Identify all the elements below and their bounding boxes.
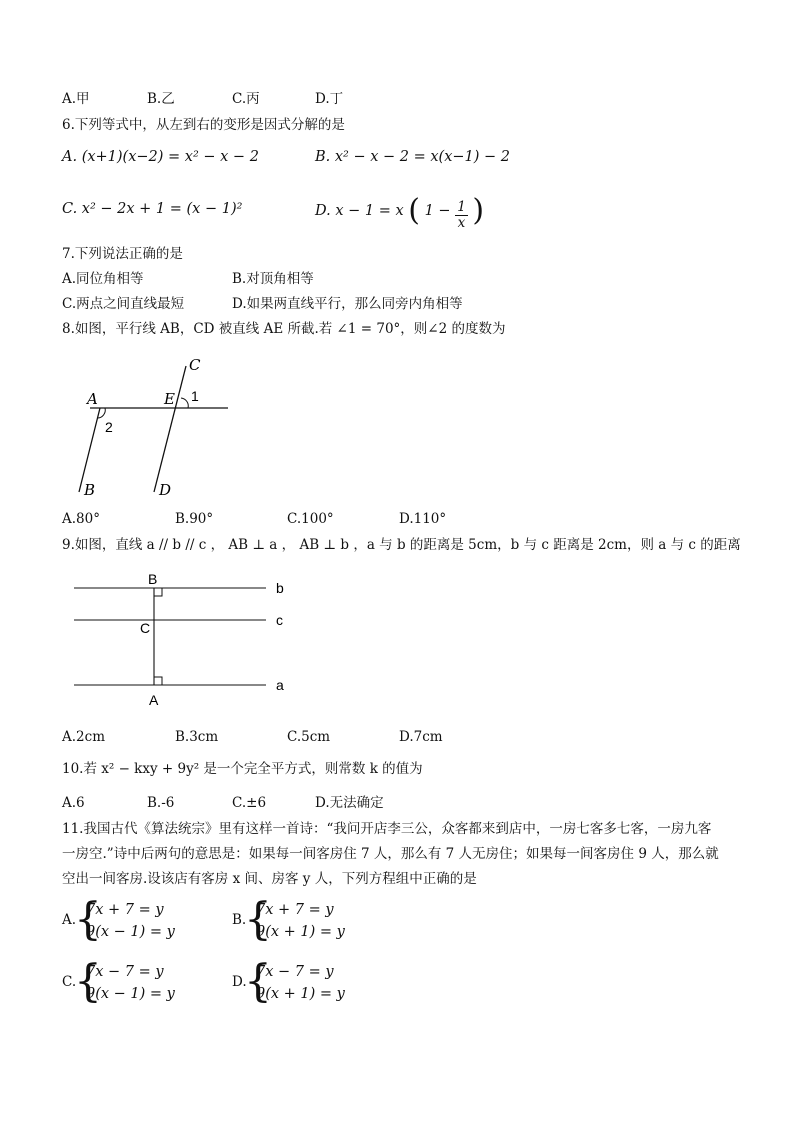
q7-option-a: A.同位角相等 — [62, 271, 144, 287]
q10-stem: 10.若 x² − kxy + 9y² 是一个完全平方式，则常数 k 的值为 — [62, 761, 423, 777]
q6-d-numerator: 1 — [457, 199, 466, 215]
q11-c-brace: { — [74, 956, 102, 1007]
q10-option-a: A.6 — [62, 795, 85, 811]
q8-angle-1-arc — [181, 398, 188, 408]
q11-b-brace: { — [244, 894, 272, 945]
q11-d-brace: { — [244, 956, 272, 1007]
q11-b-label: B. — [232, 912, 247, 928]
q11-option-b — [232, 894, 392, 946]
q6-option-b: B. x² − x − 2 = x(x−1) − 2 — [315, 149, 511, 165]
q11-a-equation-2: 9(x − 1) = y — [86, 924, 175, 940]
q8-line-ab — [79, 408, 100, 492]
q8-option-a: A.80° — [62, 511, 100, 527]
q11-c-label: C. — [62, 974, 77, 990]
q9-label-line-c: c — [276, 612, 283, 628]
q8-label-angle-1: 1 — [191, 388, 199, 404]
q8-label-angle-2: 2 — [105, 419, 113, 435]
q6-d-one: 1 − — [424, 203, 451, 219]
q11-d-equation-1: 7x − 7 = y — [256, 964, 334, 980]
q5-option-c: C.丙 — [232, 91, 260, 107]
q6-d-paren-close: ) — [472, 193, 485, 228]
q6-d-denominator: x — [457, 215, 466, 231]
q8-figure — [70, 352, 240, 500]
q9-option-d: D.7cm — [399, 729, 443, 745]
q8-label-e: E — [164, 390, 175, 408]
q5-option-d: D.丁 — [315, 91, 344, 107]
q10-option-c: C.±6 — [232, 795, 267, 811]
q8-option-b: B.90° — [175, 511, 214, 527]
q8-label-b: B — [84, 481, 96, 499]
q11-line-2: 一房空.”诗中后两句的意思是：如果每一间客房住 7 人，那么有 7 人无房住；如果每一间客房住 9 人，那么就 — [62, 846, 719, 862]
q8-label-d: D — [159, 481, 172, 499]
q11-a-equation-1: 7x + 7 = y — [86, 902, 164, 918]
q7-stem: 7.下列说法正确的是 — [62, 246, 183, 262]
q5-option-b: B.乙 — [147, 91, 175, 107]
q9-label-a-point: A — [149, 692, 159, 708]
q7-option-d: D.如果两直线平行，那么同旁内角相等 — [232, 296, 463, 312]
q9-option-b: B.3cm — [175, 729, 219, 745]
q11-option-a — [62, 894, 222, 946]
q9-label-c-point: C — [140, 620, 151, 636]
q8-stem: 8.如图，平行线 AB，CD 被直线 AE 所截.若 ∠1 = 70°，则∠2 的度数为 — [62, 321, 506, 337]
q9-label-line-a: a — [276, 677, 284, 693]
q9-option-a: A.2cm — [62, 729, 105, 745]
q8-line-cd — [154, 366, 186, 492]
q11-line-1: 11.我国古代《算法统宗》里有这样一首诗：“我问开店李三公，众客都来到店中，一房七客多七客，一房九客 — [62, 821, 712, 837]
q8-label-a: A — [87, 390, 98, 408]
q9-figure — [70, 568, 300, 710]
q10-option-d: D.无法确定 — [315, 795, 384, 811]
q8-option-d: D.110° — [399, 511, 447, 527]
q9-label-b-point: B — [148, 571, 158, 587]
q9-label-line-b: b — [276, 580, 284, 596]
q9-right-angle-b — [154, 588, 162, 596]
q9-option-c: C.5cm — [287, 729, 331, 745]
q6-d-prefix: D. x − 1 = x — [315, 203, 404, 219]
q6-stem: 6.下列等式中，从左到右的变形是因式分解的是 — [62, 117, 345, 133]
q9-stem: 9.如图，直线 a // b // c ， AB ⊥ a ， AB ⊥ b ，a 与 b 的距离是 5cm，b 与 c 距离是 2cm，则 a 与 c 的距离 — [62, 537, 741, 553]
q11-line-3: 空出一间客房.设该店有客房 x 间、房客 y 人，下列方程组中正确的是 — [62, 871, 477, 887]
q6-d-fraction — [455, 200, 468, 231]
q11-d-label: D. — [232, 974, 247, 990]
q11-b-equation-1: 7x + 7 = y — [256, 902, 334, 918]
q11-c-equation-1: 7x − 7 = y — [86, 964, 164, 980]
q10-option-b: B.-6 — [147, 795, 175, 811]
q8-label-c: C — [189, 356, 201, 374]
q6-option-d — [315, 193, 485, 231]
q7-option-b: B.对顶角相等 — [232, 271, 314, 287]
q11-c-equation-2: 9(x − 1) = y — [86, 986, 175, 1002]
q11-a-brace: { — [74, 894, 102, 945]
q11-d-equation-2: 9(x + 1) = y — [256, 986, 345, 1002]
q11-b-equation-2: 9(x + 1) = y — [256, 924, 345, 940]
q6-d-paren-open: ( — [408, 193, 420, 228]
q5-option-a: A.甲 — [62, 91, 90, 107]
q7-option-c: C.两点之间直线最短 — [62, 296, 185, 312]
q11-option-c — [62, 956, 222, 1008]
q8-option-c: C.100° — [287, 511, 334, 527]
q11-option-d — [232, 956, 392, 1008]
q6-option-a: A. (x+1)(x−2) = x² − x − 2 — [62, 149, 259, 165]
q11-a-label: A. — [62, 912, 77, 928]
q6-option-c: C. x² − 2x + 1 = (x − 1)² — [62, 201, 243, 217]
q9-right-angle-a — [154, 677, 162, 685]
